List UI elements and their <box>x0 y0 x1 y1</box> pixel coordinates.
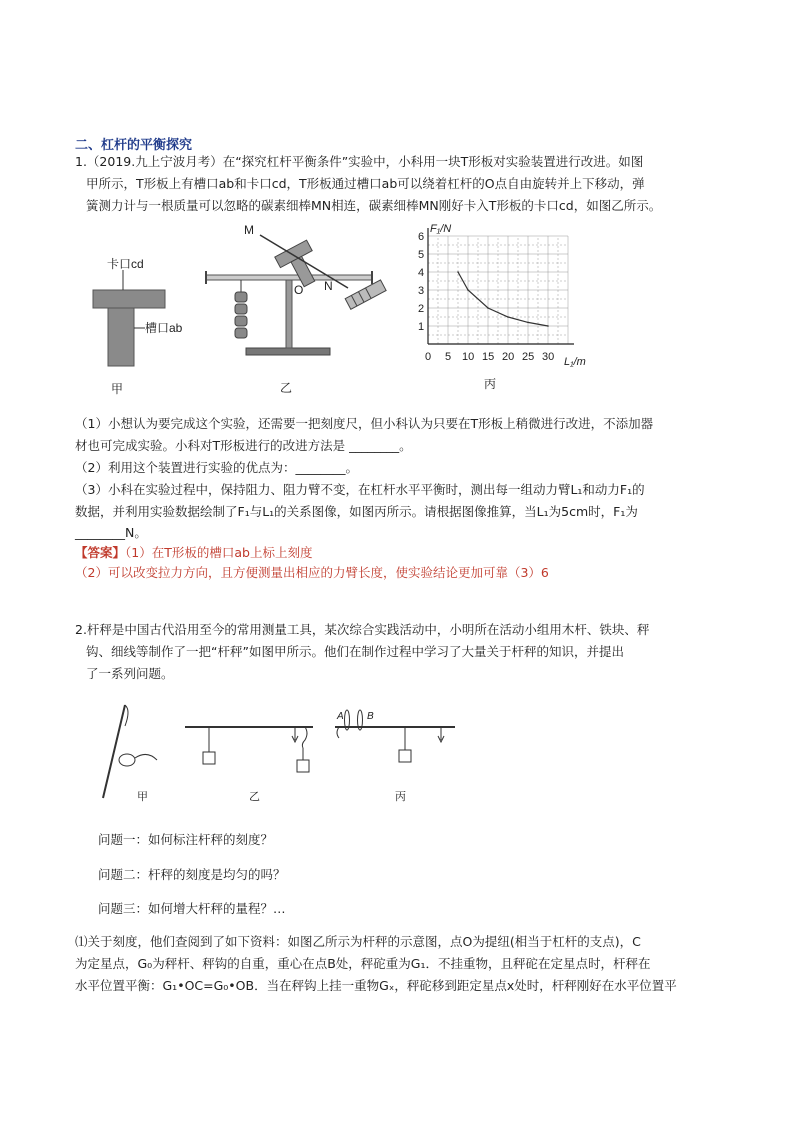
q1-part-line: （1）小想认为要完成这个实验，还需要一把刻度尺，但小科认为只要在T形板上稍微进行改进，不添加器 <box>75 416 654 431</box>
pan-weight <box>119 754 135 766</box>
steelyard-stick <box>103 705 125 798</box>
chart-xlabel: L₁/m <box>564 356 586 368</box>
figure-jia-t-board <box>85 248 195 398</box>
chart-point <box>507 316 509 318</box>
q1-intro-line: 甲所示，T形板上有槽口ab和卡口cd，T形板通过槽口ab可以绕着杠杆的O点自由旋转并上下移动，弹 <box>86 176 645 191</box>
answer-tag: 【答案】 <box>75 545 126 560</box>
chart-x-tick-label: 0 <box>425 351 432 363</box>
chart-y-tick-label: 1 <box>418 321 425 333</box>
section-title: 二、杠杆的平衡探究 <box>75 138 193 153</box>
q1-part-line: 材也可完成实验。小科对T形板进行的改进方法是 ________。 <box>75 438 412 453</box>
q2-intro-line: 2.杆秤是中国古代沿用至今的常用测量工具，某次综合实践活动中，小明所在活动小组用木杆、铁块、秤 <box>75 622 650 637</box>
q2-intro-line: 了一系列问题。 <box>86 666 174 681</box>
chart-ylabel: F₁/N <box>430 223 452 235</box>
caption-jia: 甲 <box>137 791 148 803</box>
string <box>135 754 157 760</box>
caption-jia: 甲 <box>111 382 124 396</box>
chart-y-tick-label: 2 <box>418 303 425 315</box>
chart-point <box>527 322 529 324</box>
weight <box>235 304 247 314</box>
q2-para-line: 为定星点，G₀为秤杆、秤钩的自重，重心在点B处，秤砣重为G₁．不挂重物，且秤砣在定星点时，杆秤在 <box>75 956 651 971</box>
caption-bing: 丙 <box>395 791 406 803</box>
q1-part-line: （3）小科在实验过程中，保持阻力、阻力臂不变，在杠杆水平平衡时，测出每一组动力臂L₁和动力F₁的 <box>75 482 645 497</box>
weight <box>235 316 247 326</box>
q2-question: 问题一：如何标注杆秤的刻度？ <box>98 832 274 847</box>
chart-curve-f1-l1 <box>458 272 548 326</box>
chart-point <box>547 325 549 327</box>
weight-block <box>399 750 411 762</box>
weight <box>235 292 247 302</box>
label-a: A <box>337 711 344 722</box>
label-b: B <box>367 711 374 722</box>
q2-intro-line: 钩、细线等制作了一把“杆秤”如图甲所示。他们在制作过程中学习了大量关于杆秤的知识，并提出 <box>86 644 624 659</box>
spring-scale <box>345 280 386 309</box>
chart-y-tick-label: 5 <box>418 249 425 261</box>
chart-x-tick-label: 25 <box>522 351 535 363</box>
chart-x-tick-label: 20 <box>502 351 515 363</box>
chart-y-tick-label: 6 <box>418 231 425 243</box>
q1-answer-line2: （2）可以改变拉力方向，且方便测量出相应的力臂长度，使实验结论更加可靠（3）6 <box>75 565 549 580</box>
weight-block <box>203 752 215 764</box>
figure-bing-chart <box>400 218 600 396</box>
weight <box>235 328 247 338</box>
caption-yi: 乙 <box>249 791 260 803</box>
t-board-top <box>93 290 165 308</box>
q2-para-line: 水平位置平衡：G₁•OC=G₀•OB．当在秤钩上挂一重物Gₓ，秤砣移到距定星点x处时，杆秤刚好在水平位置平 <box>75 978 677 993</box>
weight-block <box>297 760 309 772</box>
stand-pole <box>286 280 292 348</box>
chart-x-tick-label: 5 <box>445 351 452 363</box>
answer-text: （1）在T形板的槽口ab上标上刻度 <box>125 545 313 560</box>
chart-point <box>467 289 469 291</box>
q2-question: 问题三：如何增大杆秤的量程？… <box>98 901 286 916</box>
lever-bar <box>206 275 372 280</box>
label-m: M <box>244 223 254 237</box>
q1-answer-line1 <box>75 543 312 562</box>
chart-x-tick-label: 10 <box>462 351 475 363</box>
label-o: O <box>294 283 304 297</box>
chart-point <box>487 307 489 309</box>
chart-point <box>457 271 459 273</box>
chart-grid <box>428 236 568 344</box>
figure-yi-apparatus <box>198 220 390 398</box>
q2-para-line: ⑴关于刻度，他们查阅到了如下资料：如图乙所示为杆秤的示意图，点O为提纽(相当于杠杆的支点)，C <box>75 934 641 949</box>
label-n: N <box>324 279 333 293</box>
chart-y-tick-label: 3 <box>418 285 425 297</box>
label-slot-cd: 卡口cd <box>107 257 144 271</box>
hook <box>302 727 307 748</box>
stand-base <box>246 348 330 355</box>
q1-part-line: （2）利用这个装置进行实验的优点为：________。 <box>75 460 358 475</box>
caption-yi: 乙 <box>280 381 293 395</box>
q1-intro-line: 簧测力计与一根质量可以忽略的碳素细棒MN相连，碳素细棒MN刚好卡入T形板的卡口cd，如图乙所示。 <box>86 198 662 213</box>
q1-intro-line: 1.（2019.九上宁波月考）在“探究杠杆平衡条件”实验中，小科用一块T形板对实验装置进行改进。如图 <box>75 154 644 169</box>
hook-string <box>125 705 128 726</box>
chart-ticks <box>418 231 554 363</box>
q1-part-line: 数据，并利用实验数据绘制了F₁与L₁的关系图像，如图丙所示。请根据图像推算，当L₁为5cm时，F₁为 <box>75 504 638 519</box>
chart-x-tick-label: 15 <box>482 351 495 363</box>
caption-bing: 丙 <box>484 377 497 391</box>
chart-y-tick-label: 4 <box>418 267 425 279</box>
figure-steelyard <box>95 700 475 810</box>
q1-part-line: ________N。 <box>75 525 147 540</box>
chart-x-tick-label: 30 <box>542 351 555 363</box>
t-board-stem <box>108 308 134 366</box>
hook <box>337 727 339 738</box>
label-slot-ab: 槽口ab <box>145 321 183 335</box>
q2-question: 问题二：杆秤的刻度是均匀的吗？ <box>98 867 286 882</box>
chart-points <box>457 271 549 327</box>
chart-axes <box>428 228 574 344</box>
